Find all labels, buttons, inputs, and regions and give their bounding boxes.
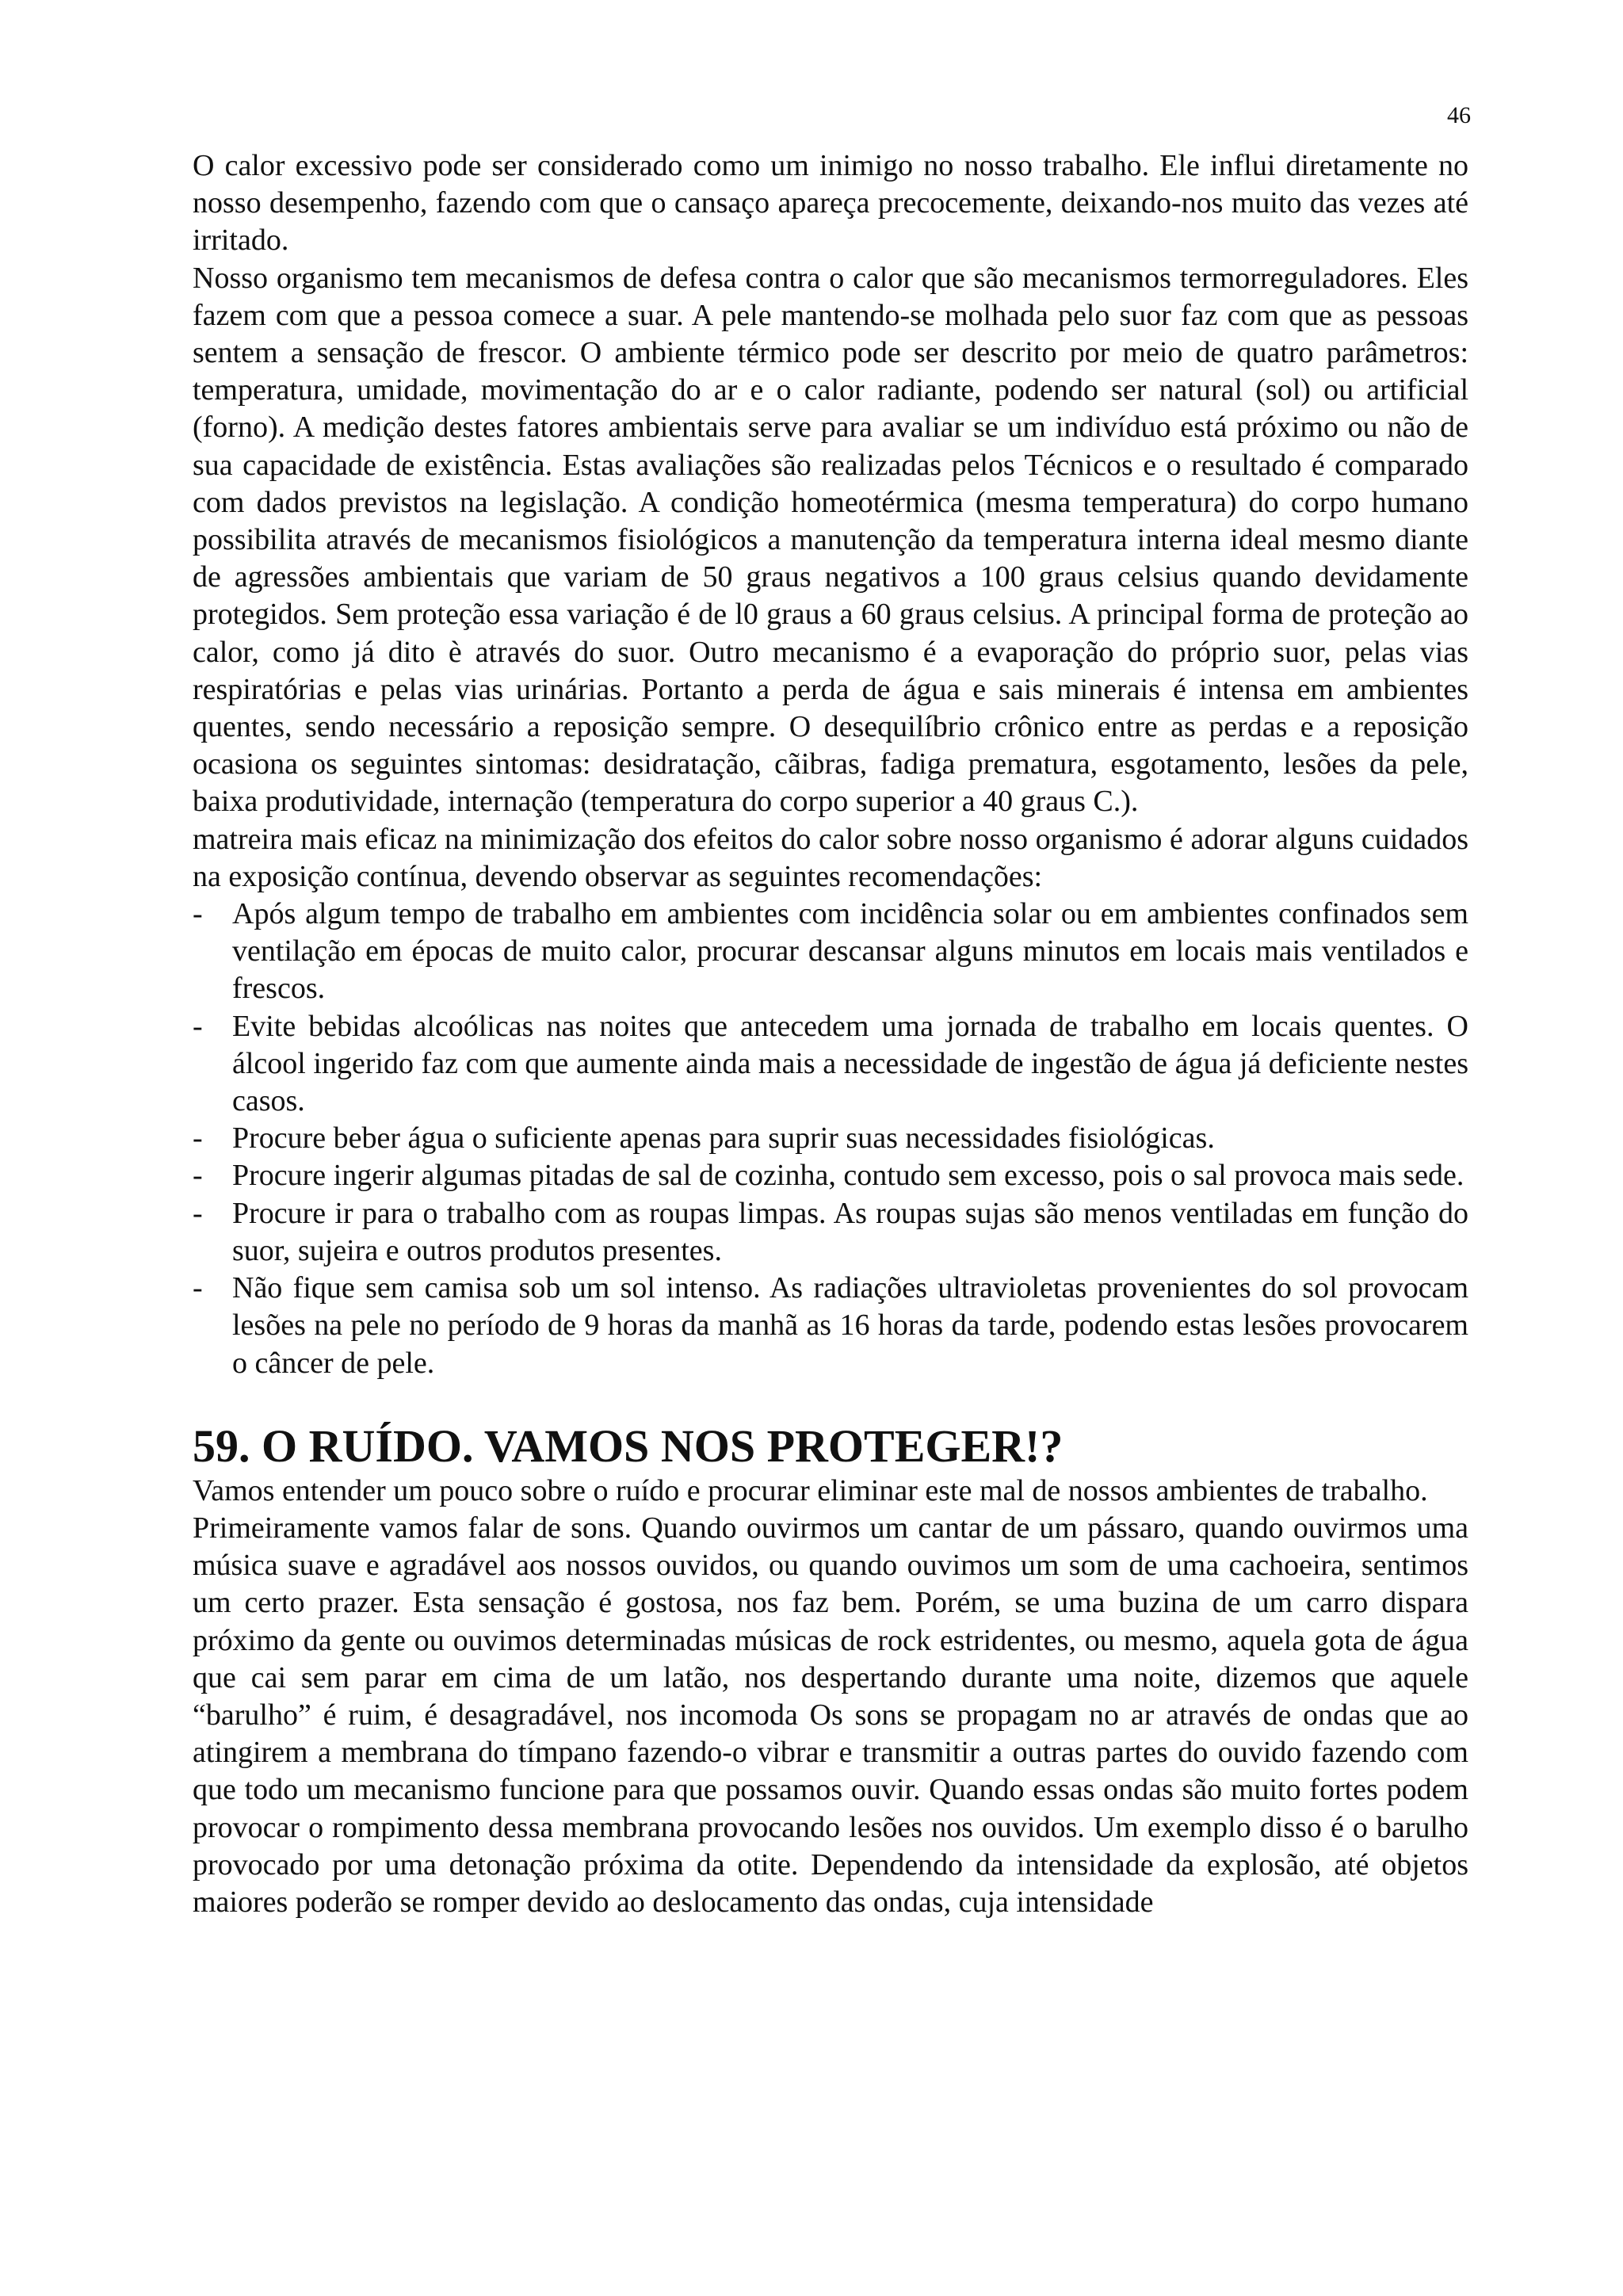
paragraph-recommendations-intro: matreira mais eficaz na minimização dos efeitos do calor sobre nosso organismo é adorar alguns cuidados na exposição contínua, devendo observar as seguintes recomendações: [193,822,1468,893]
list-item [193,1008,1468,1121]
list-item-text: Evite bebidas alcoólicas nas noites que antecedem uma jornada de trabalho em locais quentes. O álcool ingerido faz com que aumente ainda mais a necessidade de ingestão de água já deficiente nestes casos. [232,1009,1468,1118]
list-item [193,1195,1468,1270]
list-item [193,896,1468,1008]
paragraph-noise-intro: Vamos entender um pouco sobre o ruído e procurar eliminar este mal de nossos ambientes de trabalho. [193,1473,1428,1507]
list-item [193,1120,1468,1157]
list-item [193,1270,1468,1382]
list-item-text: Após algum tempo de trabalho em ambientes com incidência solar ou em ambientes confinados sem ventilação em épocas de muito calor, procurar descansar alguns minutos em locais mais ventilados e frescos. [232,897,1468,1006]
list-marker: - [193,1271,203,1305]
list-marker: - [193,1121,203,1156]
page-content [193,147,1468,1921]
paragraph-heat-intro: O calor excessivo pode ser considerado como um inimigo no nosso trabalho. Ele influi diretamente no nosso desempenho, fazendo com que o cansaço apareça precocemente, deixando-nos muito das vezes até irritado. [193,149,1468,258]
list-marker: - [193,1009,203,1043]
list-item-text: Procure beber água o suficiente apenas para suprir suas necessidades fisiológicas. [232,1121,1215,1156]
page-number: 46 [1447,102,1471,128]
list-marker: - [193,1159,203,1193]
list-marker: - [193,897,203,931]
recommendations-list [193,896,1468,1382]
list-item-text: Não fique sem camisa sob um sol intenso. As radiações ultravioletas provenientes do sol provocam lesões na pele no período de 9 horas da manhã as 16 horas da tarde, podendo estas lesões provocarem o câncer de pele. [232,1271,1468,1380]
paragraph-sounds: Primeiramente vamos falar de sons. Quando ouvirmos um cantar de um pássaro, quando ouvirmos uma música suave e agradável aos nossos ouvidos, ou quando ouvimos um som de uma cachoeira, sentimos um certo prazer. Esta sensação é gostosa, nos faz bem. Porém, se uma buzina de um carro dispara próximo da gente ou ouvimos determinadas músicas de rock estridentes, ou mesmo, aquela gota de água que cai sem parar em cima de um latão, nos despertando durante uma noite, dizemos que aquele “barulho” é ruim, é desagradável, nos incomoda Os sons se propagam no ar através de ondas que ao atingirem a membrana do tímpano fazendo-o vibrar e transmitir a outras partes do ouvido fazendo com que todo um mecanismo funcione para que possamos ouvir. Quando essas ondas são muito fortes podem provocar o rompimento dessa membrana provocando lesões nos ouvidos. Um exemplo disso é o barulho provocado por uma detonação próxima da otite. Dependendo da intensidade da explosão, até objetos maiores poderão se romper devido ao deslocamento das ondas, cuja intensidade [193,1511,1468,1919]
paragraph-thermoregulation: Nosso organismo tem mecanismos de defesa contra o calor que são mecanismos termorreguladores. Eles fazem com que a pessoa comece a suar. A pele mantendo-se molhada pelo suor faz com que as pessoas sentem a sensação de frescor. O ambiente térmico pode ser descrito por meio de quatro parâmetros: temperatura, umidade, movimentação do ar e o calor radiante, podendo ser natural (sol) ou artificial (forno). A medição destes fatores ambientais serve para avaliar se um indivíduo está próximo ou não de sua capacidade de existência. Estas avaliações são realizadas pelos Técnicos e o resultado é comparado com dados previstos na legislação. A condição homeotérmica (mesma temperatura) do corpo humano possibilita através de mecanismos fisiológicos a manutenção da temperatura interna ideal mesmo diante de agressões ambientais que variam de 50 graus negativos a 100 graus celsius quando devidamente protegidos. Sem proteção essa variação é de l0 graus a 60 graus celsius. A principal forma de proteção ao calor, como já dito è através do suor. Outro mecanismo é a evaporação do próprio suor, pelas vias respiratórias e pelas vias urinárias. Portanto a perda de água e sais minerais é intensa em ambientes quentes, sendo necessário a reposição sempre. O desequilíbrio crônico entre as perdas e a reposição ocasiona os seguintes sintomas: desidratação, cãibras, fadiga prematura, esgotamento, lesões da pele, baixa produtividade, internação (temperatura do corpo superior a 40 graus C.). [193,261,1468,819]
list-item-text: Procure ir para o trabalho com as roupas limpas. As roupas sujas são menos ventiladas em função do suor, sujeira e outros produtos presentes. [232,1196,1468,1267]
list-item [193,1157,1468,1194]
list-marker: - [193,1196,203,1230]
list-item-text: Procure ingerir algumas pitadas de sal de cozinha, contudo sem excesso, pois o sal provoca mais sede. [232,1159,1465,1193]
section-heading: 59. O RUÍDO. VAMOS NOS PROTEGER!? [193,1419,1064,1472]
